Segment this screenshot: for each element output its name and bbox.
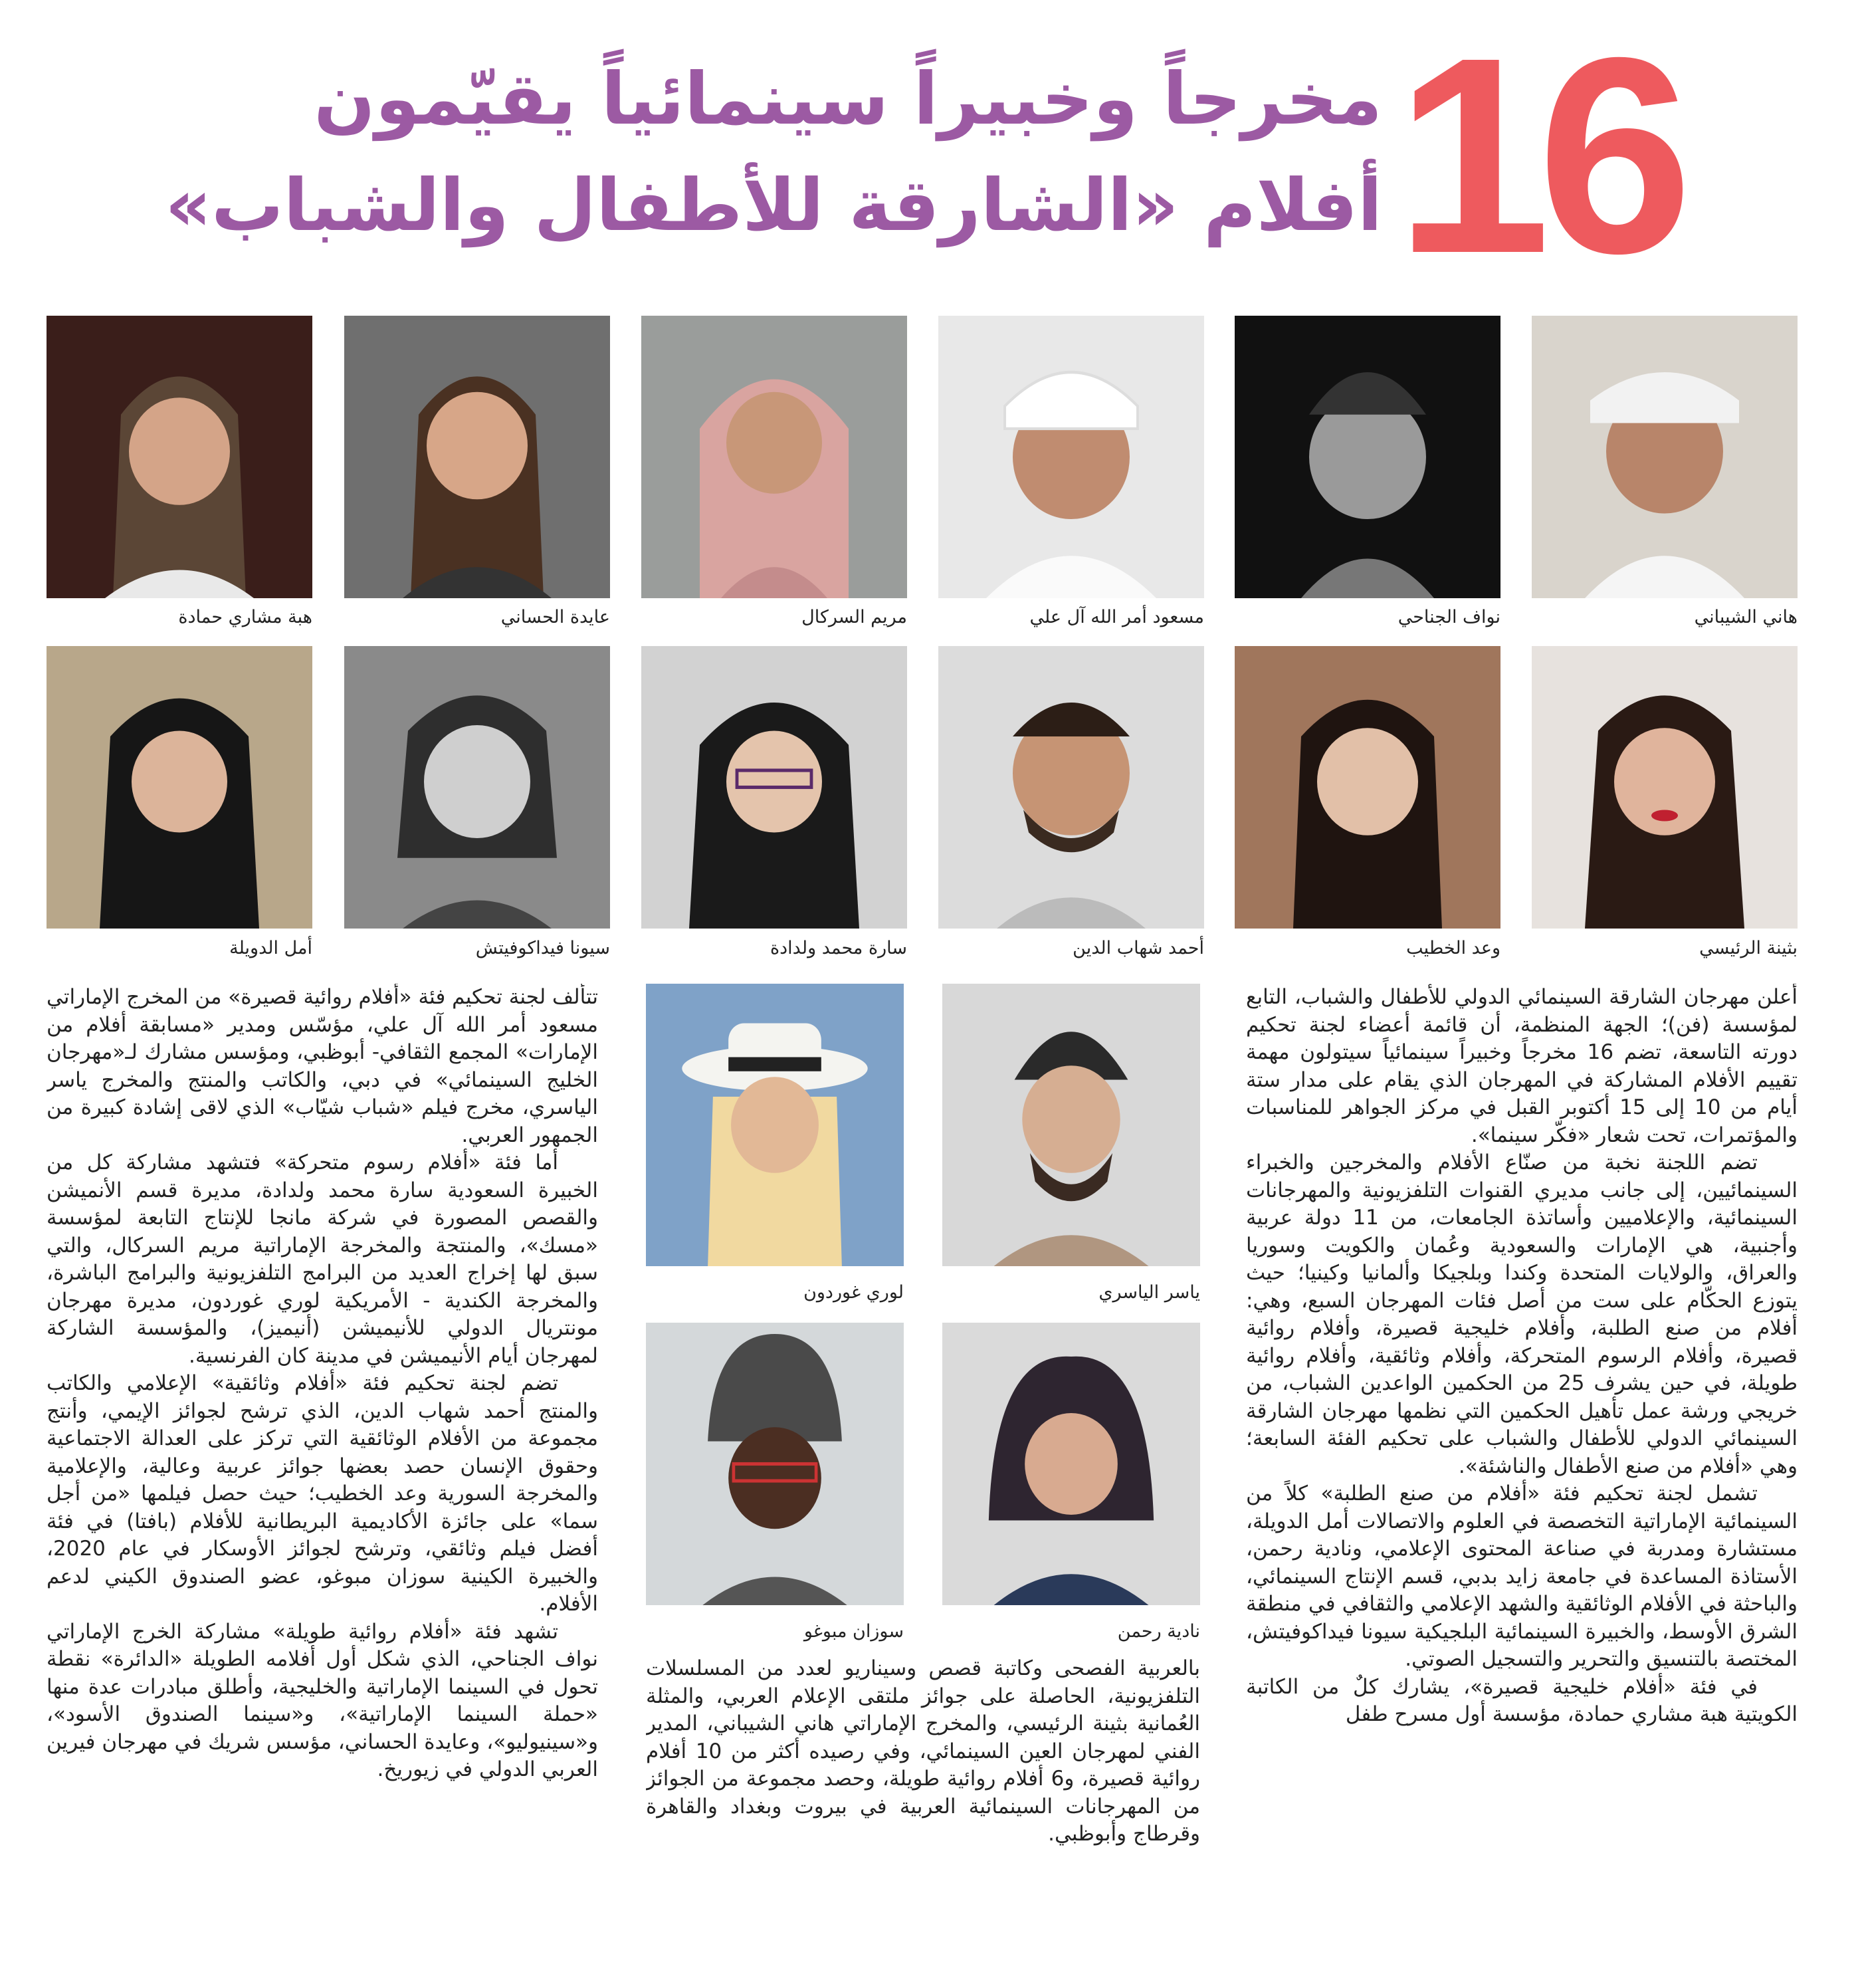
person-caption: مريم السركال	[801, 607, 907, 627]
person-caption: عايدة الحساني	[500, 607, 610, 627]
portrait-photo	[47, 646, 312, 929]
portrait-photo	[942, 1323, 1200, 1605]
portrait-photo	[641, 316, 907, 598]
person-caption: نواف الجناحي	[1397, 607, 1500, 627]
headline-number: 16	[1395, 0, 1680, 312]
headline-line-2: أفلام «الشارقة للأطفال والشباب»	[165, 164, 1382, 247]
person-caption: لوري غوردون	[803, 1282, 904, 1303]
paragraph: في فئة «أفلام خليجية قصيرة»، يشارك كلٌ من الكاتبة الكويتية هبة مشاري حمادة، مؤسسة أول مسرح طفل	[1246, 1674, 1798, 1726]
portrait-photo	[646, 1323, 904, 1605]
portrait-photo	[938, 646, 1204, 929]
paragraph: بالعربية الفصحى وكاتبة قصص وسيناريو لعدد من المسلسلات التلفزيونية، الحاصلة على جوائز ملتقى الإعلام العربي، والمثلة العُمانية بثينة الرئيسي، والمخرج الإماراتي هاني الشيباني، المدير الفني لمهرجان العين السينمائي، وفي رصيده أكثر من 10 أفلام روائية قصيرة، و6 أفلام روائية طويلة، وحصد مجموعة من الجوائز من المهرجانات السينمائية العربية في بيروت وبغداد والقاهرة وقرطاج وأبوظبي.	[646, 1656, 1200, 1846]
person-caption: سارة محمد ولدادة	[770, 938, 907, 958]
portrait-photo	[641, 646, 907, 929]
person-caption: سيونا فيداكوفيتش	[475, 938, 610, 958]
portrait-photo	[942, 984, 1200, 1266]
person-caption: وعد الخطيب	[1406, 938, 1500, 958]
portrait-photo	[1532, 316, 1798, 598]
paragraph: تتألف لجنة تحكيم فئة «أفلام روائية قصيرة» من المخرج الإماراتي مسعود أمر الله آل علي، مؤسّس ومدير «مسابقة أفلام من الإمارات» المجمع الثقافي- أبوظبي، ومؤسس مشارك لـ«مهرجان الخليج السينمائي» في دبي، والكاتب والمنتج والمخرج ياسر الياسري، مخرج فيلم «شباب شيّاب» الذي لاقى إشادة كبيرة من الجمهور العربي.	[47, 985, 598, 1147]
portrait-photo	[1532, 646, 1798, 929]
paragraph: تشمل لجنة تحكيم فئة «أفلام من صنع الطلبة» كلاً من السينمائية الإماراتية التخصصة في العلوم والاتصالات أمل الدويلة، مستشارة ومدربة في صناعة المحتوى الإعلامي، ونادية رحمن، الأستاذة المساعدة في جامعة زايد بدبي، قسم الإنتاج السينمائي، والباحثة في الأفلام الوثائقية والشهد الإعلامي والثقافي في منطقة الشرق الأوسط، والخبيرة السينمائية البلجيكية سيونا فيداكوفيتش، المختصة بالتنسيق والتحرير والتسجيل الصوتي.	[1246, 1482, 1798, 1671]
paragraph: تشهد فئة «أفلام روائية طويلة» مشاركة الخرج الإماراتي نواف الجناحي، الذي شكل أول أفلامه الطويلة «الدائرة» نقطة تحول في السينما الإماراتية والخليجية، وأطلق مبادرات عدة منها «حملة السينما الإماراتية»، و«سينما الصندوق الأسود»، و«سينيوليو»، وعايدة الحساني، مؤسس شريك في مهرجان فيرين العربي الدولي في زيوريخ.	[47, 1619, 598, 1781]
person-caption: هبة مشاري حمادة	[178, 607, 312, 627]
paragraph: أعلن مهرجان الشارقة السينمائي الدولي للأطفال والشباب، التابع لمؤسسة (فن)؛ الجهة المنظمة، أن قائمة أعضاء لجنة تحكيم دورته التاسعة، تضم 16 مخرجاً وخبيراً سينمائياً سيتولون مهمة تقييم الأفلام المشاركة في المهرجان الذي يقام على مدار ستة أيام من 10 إلى 15 أكتوبر القبل في مركز الجواهر للمناسبات والمؤتمرات، تحت شعار «فكّر سينما».	[1246, 985, 1798, 1147]
headline-line-1: مخرجاً وخبيراً سينمائياً يقيّمون	[314, 58, 1382, 141]
portrait-photo	[344, 316, 610, 598]
person-caption: هاني الشيباني	[1694, 607, 1798, 627]
portrait-photo	[47, 316, 312, 598]
paragraph: تضم لجنة تحكيم فئة «أفلام وثائقية» الإعلامي والكاتب والمنتج أحمد شهاب الدين، الذي ترشح لجوائز الإيمي، وأنتج مجموعة من الأفلام الوثائقية التي تركز على العدالة الاجتماعية وحقوق الإنسان حصد بعضها جوائز عربية وعالية، والإعلامية والمخرجة السورية وعد الخطيب؛ حيث حصل فيلمها «من أجل سما» على جائزة الأكاديمية البريطانية للأفلام (بافتا) في فئة أفضل فيلم وثائقي، وترشح لجوائز الأوسكار في عام 2020، والخبيرة الكينية سوزان مبوغو، عضو الصندوق الكيني لدعم الأفلام.	[47, 1371, 598, 1616]
person-caption: مسعود أمر الله آل علي	[1029, 607, 1204, 627]
portrait-photo	[1235, 316, 1500, 598]
article-column-right	[1246, 984, 1798, 1974]
portrait-photo	[938, 316, 1204, 598]
person-caption: سوزان مبوغو	[803, 1621, 904, 1642]
paragraph: تضم اللجنة نخبة من صنّاع الأفلام والمخرجين والخبراء السينمائيين، إلى جانب مديري القنوات التلفزيونية والمهرجانات السينمائية، والإعلاميين وأساتذة الجامعات، من 11 دولة عربية وأجنبية، هي الإمارات والسعودية وعُمان والكويت وسوريا والعراق، والولايات المتحدة وكندا وبلجيكا وألمانيا وكينيا؛ حيث يتوزع الحكّام على ست من أصل فئات المهرجان السبع، وهي: أفلام من صنع الطلبة، وأفلام خليجية قصيرة، وأفلام روائية قصيرة، وأفلام الرسوم المتحركة، وأفلام وثائقية، وأفلام روائية طويلة، في حين يشرف 25 من الحكمين الواعدين الشباب، من خريجي ورشة عمل تأهيل الحكمين التي نظمها مهرجان الشارقة السينمائي الدولي للأطفال والشباب على تحكيم الفئة السابعة؛ وهي «أفلام من صنع الأطفال والناشئة».	[1246, 1151, 1798, 1478]
person-caption: أحمد شهاب الدين	[1073, 938, 1204, 958]
article-column-left	[47, 984, 598, 1974]
person-caption: بثينة الرئيسي	[1699, 938, 1798, 958]
person-caption: أمل الدويلة	[229, 938, 312, 958]
person-caption: نادية رحمن	[1117, 1621, 1200, 1642]
portrait-photo	[646, 984, 904, 1266]
portrait-photo	[344, 646, 610, 929]
portrait-photo	[1235, 646, 1500, 929]
article-column-middle	[646, 1655, 1200, 1974]
person-caption: ياسر الياسري	[1098, 1282, 1200, 1303]
paragraph: أما فئة «أفلام رسوم متحركة» فتشهد مشاركة كل من الخبيرة السعودية سارة محمد ولدادة، مديرة قسم الأنميشن والقصص المصورة في شركة مانجا للإنتاج التابعة لمؤسسة «مسك»، والمنتجة والمخرجة الإماراتية مريم السركال، والتي سبق لها إخراج العديد من البرامج التلفزيونية والبرامج الباشرة، والمخرجة الكندية - الأمريكية لوري غوردون، مديرة مهرجان مونتريال الدولي للأنيميشن (أنيميز)، والمؤسسة الشاركة لمهرجان أيام الأنيميشن في مدينة كان الفرنسية.	[47, 1151, 598, 1368]
